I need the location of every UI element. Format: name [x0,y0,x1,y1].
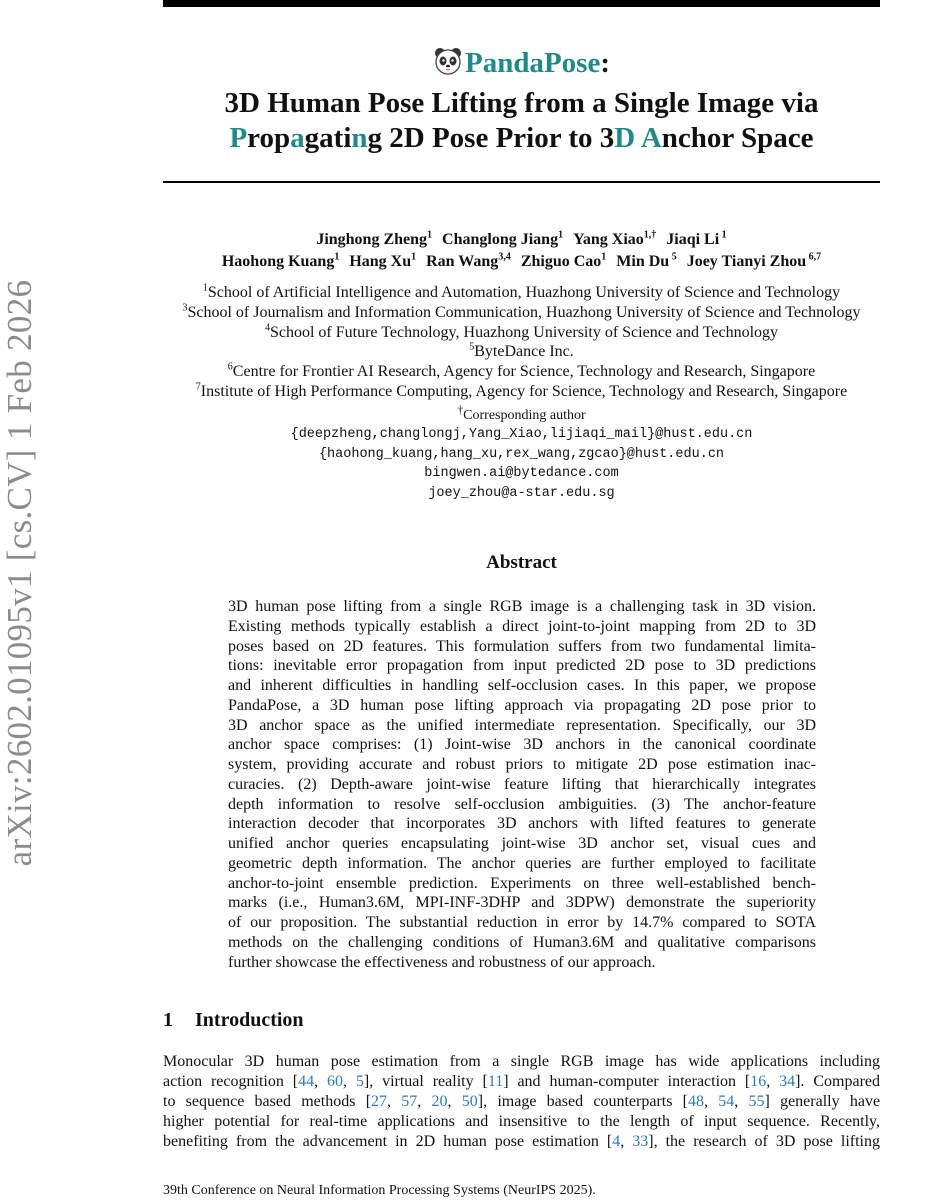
intro-text: , [704,1093,719,1110]
author [316,231,432,248]
author-affiliation-mark: 6,7 [806,251,822,263]
affiliation-text: Centre for Frontier AI Research, Agency for Science, Technology and Research, Singapore [232,363,816,381]
intro-line [163,1132,880,1152]
intro-text: action recognition [ [163,1073,299,1090]
intro-line [163,1072,880,1092]
author-affiliation-mark: 1 [558,229,564,241]
authors-row-1 [163,229,880,251]
title-accent-letter: D [614,122,636,154]
author [687,253,821,270]
abstract-line: marks (i.e., Human3.6M, MPI-INF-3DHP and 3DPW) demonstrate the superiority [228,894,816,912]
introduction-body [163,1052,880,1152]
contact-block [160,403,883,503]
title-segment: g 2D Pose Prior to 3 [367,122,615,154]
title-colon: : [600,47,610,79]
abstract-line: geometric depth information. The anchor queries are further employed to facilitate [228,854,816,872]
corresponding-note [160,403,883,425]
citation-link[interactable]: 48 [688,1093,705,1110]
email: bingwen.ai@bytedance.com [424,466,619,481]
abstract-line: poses based on 2D features. This formulation suffers from two fundamental limita- [228,637,816,655]
email: joey_zhou@a-star.edu.sg [428,485,615,501]
author [349,253,416,270]
title-line-1 [163,46,880,81]
author-affiliation-mark: 1 [427,229,433,241]
author [442,231,563,248]
affiliation-number: 4 [264,322,270,334]
affiliation-text: School of Journalism and Information Communication, Huazhong University of Science and Technology [187,303,861,321]
intro-text: ], virtual reality [ [363,1073,488,1090]
citation-link[interactable]: 54 [718,1093,735,1110]
affiliation [163,342,880,362]
intro-text: higher potential for real-time applications and insensitive to the length of input sequence. Recently, [163,1113,880,1130]
affiliation-text: ByteDance Inc. [474,343,574,361]
intro-text: ], the research of 3D pose lifting [648,1133,880,1150]
title-accent-letter: A [640,122,662,154]
abstract-line: and inherent difficulties in handling self-occlusion cases. In this paper, we propose [228,677,816,694]
intro-line [163,1092,880,1112]
author [616,253,676,270]
author-name: Ran Wang [426,253,499,270]
intro-text: , [314,1073,327,1090]
citation-link[interactable]: 4 [612,1133,621,1150]
intro-text: , [447,1093,462,1110]
abstract-line: unified anchor queries encapsulating joint-wise 3D anchor set, visual cues and [228,835,816,852]
intro-text: , [342,1073,356,1090]
title-segment: gati [304,122,352,154]
affiliation [163,303,880,323]
title-accent-letter: a [290,122,305,154]
section-number: 1 [163,1009,173,1031]
abstract-line: curacies. (2) Depth-aware joint-wise feature lifting that hierarchically integrates [228,775,816,793]
corresponding-text: Corresponding author [463,408,586,423]
intro-text: , [417,1093,432,1110]
abstract-heading: Abstract [486,552,557,573]
author-name: Changlong Jiang [442,231,559,248]
affiliation-text: Institute of High Performance Computing, Agency for Science, Technology and Research, Singapore [200,382,848,400]
title-line-2: 3D Human Pose Lifting from a Single Image via [224,87,819,119]
section-title: Introduction [195,1009,304,1031]
arxiv-stamp: arXiv:2602.01095v1 [cs.CV] 1 Feb 2026 [0,279,39,867]
email: {haohong_kuang,hang_xu,rex_wang,zgcao}@hust.edu.cn [318,446,725,462]
author [521,253,606,270]
author-name: Haohong Kuang [221,253,335,270]
affiliation-number: 1 [202,282,208,294]
citation-link[interactable]: 11 [487,1073,504,1090]
intro-text: benefiting from the advancement in 2D human pose estimation [ [163,1133,613,1150]
abstract-body [228,597,816,972]
author-affiliation-mark: 1 [601,251,607,263]
top-rule [163,0,880,7]
citation-link[interactable]: 27 [371,1093,388,1110]
affiliation-text: School of Future Technology, Huazhong University of Science and Technology [269,323,779,341]
author [666,231,726,248]
intro-line [163,1052,880,1072]
affiliation-number: 7 [195,381,201,393]
intro-line [163,1112,880,1132]
intro-text: , [734,1093,749,1110]
panda-icon [433,46,463,76]
title-accent-letter: n [351,122,368,154]
author-name: Joey Tianyi Zhou [686,253,807,270]
citation-link[interactable]: 33 [632,1133,649,1150]
citation-link[interactable]: 55 [748,1093,765,1110]
authors-row-2 [163,251,880,273]
intro-text: ] and human-computer interaction [ [503,1073,751,1090]
affiliation [163,382,880,402]
abstract-line: anchor-to-joint ensemble prediction. Experiments on three well-established bench- [228,874,816,892]
abstract-line: 3D anchor space as the unified intermediate representation. Specifically, our 3D [228,716,816,734]
abstract-line: tions: inevitable error propagation from input predicted 2D pose to 3D predictions [228,657,816,675]
author-name: Yang Xiao [573,231,644,248]
abstract-line: Existing methods typically establish a direct joint-to-joint mapping from 2D to 3D [228,617,816,635]
author [426,253,511,270]
abstract-line: further showcase the effectiveness and robustness of our approach. [228,953,656,971]
author [573,231,656,248]
citation-link[interactable]: 57 [401,1093,418,1110]
intro-text: to sequence based methods [ [163,1093,372,1110]
abstract-line: methods on the challenging conditions of Human3.6M and qualitative comparisons [228,933,816,951]
affiliation [163,362,880,382]
intro-text: ], image based counterparts [ [477,1093,689,1110]
title-segment: nchor Space [661,122,814,154]
section-heading-introduction [163,1009,304,1032]
abstract-line: 3D human pose lifting from a single RGB image is a challenging task in 3D vision. [228,598,816,615]
title-segment: rop [247,122,291,154]
citation-link[interactable]: 34 [779,1073,796,1090]
affiliation-number: 5 [469,342,475,354]
email: {deepzheng,changlongj,Yang_Xiao,lijiaqi_mail}@hust.edu.cn [290,427,753,442]
author-affiliation-mark: 1 [411,251,417,263]
abstract-line: depth information to resolve self-occlusion ambiguities. (3) The anchor-feature [228,795,816,813]
intro-text: ]. Compared [795,1073,881,1090]
title-name: PandaPose [464,47,601,79]
citation-link[interactable]: 16 [750,1073,767,1090]
title-accent-letter: P [229,122,248,154]
affiliation [163,323,880,343]
author-affiliation-mark: 1 [334,251,340,263]
citation-link[interactable]: 20 [431,1093,448,1110]
author-name: Hang Xu [349,253,412,270]
abstract-line: PandaPose, a 3D human pose lifting approach via propagating 2D pose prior to [228,696,816,714]
dagger: † [457,403,464,417]
author-name: Zhiguo Cao [520,253,602,270]
author-affiliation-mark: 5 [669,251,677,263]
intro-text: Monocular 3D human pose estimation from a single RGB image has wide applications including [163,1053,880,1070]
author-affiliation-mark: 1,† [643,229,657,241]
affiliation-number: 3 [182,302,188,314]
abstract-line: interaction decoder that incorporates 3D anchors with lifted features to generate [228,815,816,833]
affiliation-number: 6 [227,361,233,373]
abstract-line: anchor space comprises: (1) Joint-wise 3D anchors in the canonical coordinate [228,736,816,754]
author-name: Jiaqi Li [666,231,720,248]
abstract-line: system, providing accurate and robust priors to mitigate 2D pose estimation inac- [228,756,816,773]
abstract-line: of our proposition. The substantial reduction in error by 14.7% compared to SOTA [228,914,816,931]
affiliation [163,283,880,303]
title-rule [163,181,880,183]
intro-text: , [766,1073,780,1090]
affiliation-text: School of Artificial Intelligence and Automation, Huazhong University of Science and Technology [207,284,841,301]
citation-link[interactable]: 50 [461,1093,478,1110]
intro-text: , [620,1133,633,1150]
title-line-3 [163,121,880,156]
intro-text: ] generally have [764,1093,881,1110]
author [222,253,339,270]
footer-venue: 39th Conference on Neural Information Processing Systems (NeurIPS 2025). [163,1183,596,1198]
author-name: Jinghong Zheng [316,231,428,248]
citation-link[interactable]: 5 [355,1073,364,1090]
author-affiliation-mark: 1 [719,229,727,241]
citation-link[interactable]: 44 [298,1073,315,1090]
intro-text: , [387,1093,402,1110]
author-name: Min Du [616,253,670,270]
author-affiliation-mark: 3,4 [498,251,511,263]
affiliations [163,283,880,402]
citation-link[interactable]: 60 [326,1073,343,1090]
